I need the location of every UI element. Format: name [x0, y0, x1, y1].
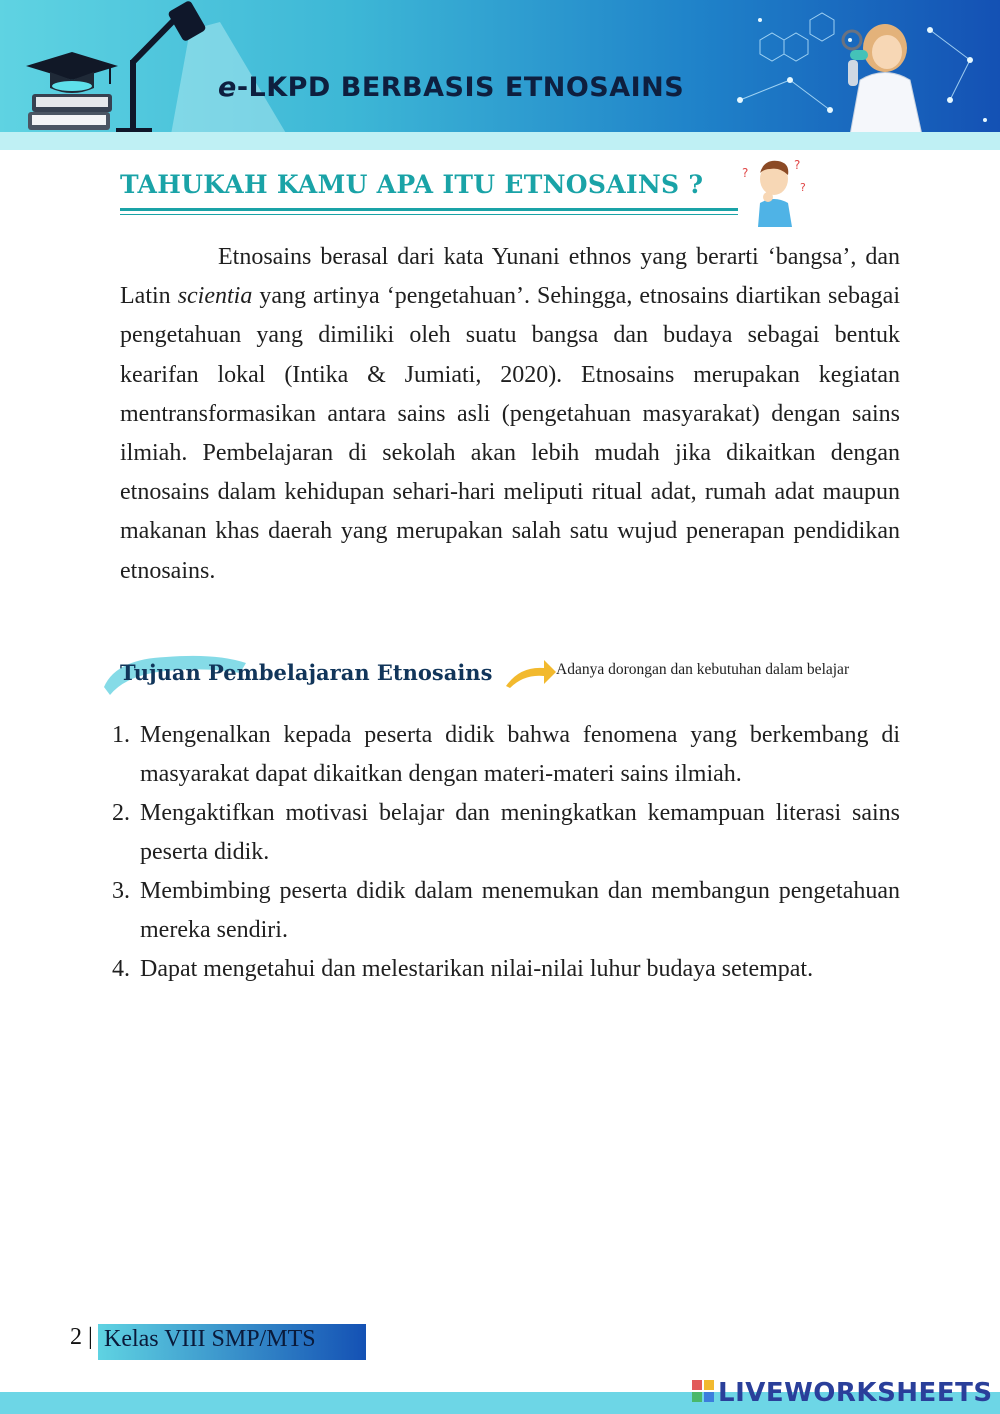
header-title: e-LKPD BERBASIS ETNOSAINS: [218, 72, 685, 103]
desk-lamp-icon: [110, 0, 290, 140]
list-item: 4. Dapat mengetahui dan melestarikan nilai-nilai luhur budaya setempat.: [112, 956, 814, 982]
thinking-boy-icon: [740, 155, 810, 227]
objectives-note: Adanya dorongan dan kebutuhan dalam belajar: [556, 661, 850, 678]
class-label: Kelas VIII SMP/MTS: [104, 1326, 316, 1352]
objectives-list: [112, 716, 900, 989]
page-number: 2 |: [70, 1324, 93, 1350]
title-underline: [120, 208, 738, 211]
arrow-right-icon: [504, 656, 556, 690]
header-stripe: [0, 132, 1000, 150]
liveworksheets-brand[interactable]: LIVEWORKSHEETS: [718, 1378, 993, 1408]
list-item: 3. Membimbing peserta didik dalam menemukan dan membangun pengetahuan mereka sendiri.: [112, 878, 900, 943]
liveworksheets-logo-icon: [692, 1380, 716, 1404]
svg-text:?: ?: [800, 181, 806, 194]
svg-text:?: ?: [742, 166, 749, 180]
section-title: TAHUKAH KAMU APA ITU ETNOSAINS ?: [120, 170, 704, 199]
list-item: 1. Mengenalkan kepada peserta didik bahwa fenomena yang berkembang di masyarakat dapat dikaitkan dengan materi-materi sains ilmiah.: [112, 722, 900, 787]
objectives-heading: Tujuan Pembelajaran Etnosains: [120, 660, 493, 685]
intro-paragraph: Etnosains berasal dari kata Yunani ethnos yang berarti ‘bangsa’, dan Latin scientia yang artinya ‘pengetahuan’. Sehingga, etnosains diartikan sebagai pengetahuan yang dimiliki oleh suatu bangsa dan budaya sebagai bentuk kearifan lokal (Intika & Jumiati, 2020). Etnosains merupakan kegiatan mentransformasikan antara sains asli (pengetahuan masyarakat) dengan sains ilmiah. Pembelajaran di sekolah akan lebih mudah jika dikaitkan dengan etnosains dalam kehidupan sehari-hari meliputi ritual adat, rumah adat maupun makanan khas daerah yang merupakan salah satu wujud penerapan pendidikan etnosains.: [120, 244, 901, 584]
title-underline-thin: [120, 214, 738, 215]
graduation-cap-books-icon: [22, 50, 122, 140]
list-item: 2. Mengaktifkan motivasi belajar dan meningkatkan kemampuan literasi sains peserta didik.: [112, 800, 900, 865]
scientist-icon: [830, 10, 940, 135]
svg-text:?: ?: [794, 158, 801, 172]
page-header: [0, 0, 1000, 150]
